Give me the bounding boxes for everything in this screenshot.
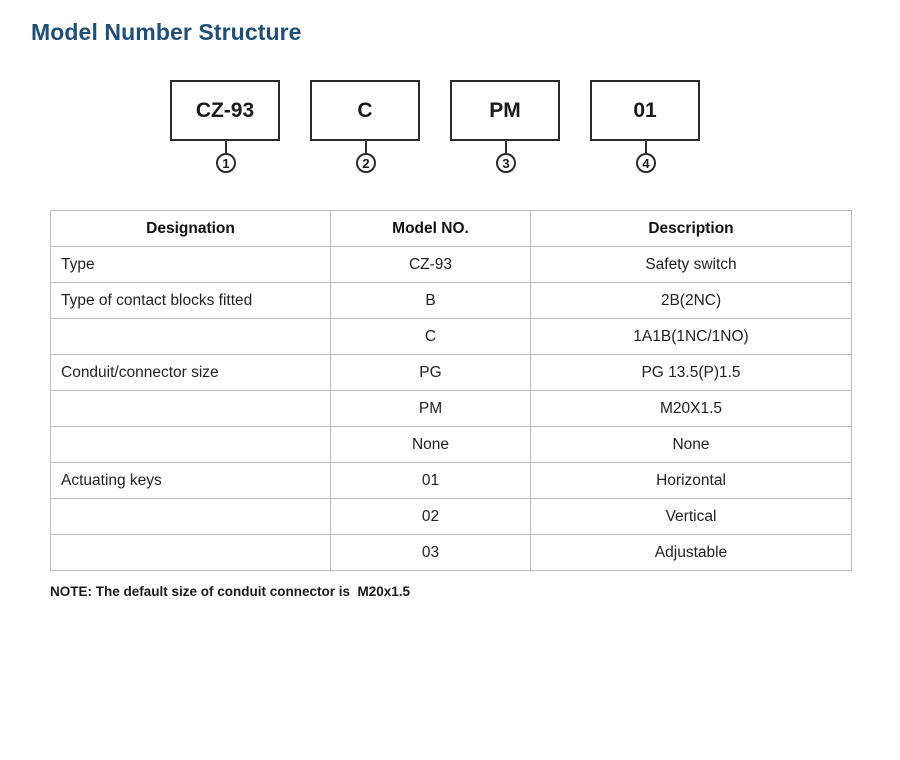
cell-designation bbox=[51, 319, 331, 355]
cell-description: Horizontal bbox=[531, 463, 852, 499]
connector-line bbox=[505, 141, 507, 153]
cell-model-no: C bbox=[331, 319, 531, 355]
table-row bbox=[51, 355, 852, 391]
table-row bbox=[51, 499, 852, 535]
model-spec-table bbox=[50, 210, 852, 571]
cell-designation: Type bbox=[51, 247, 331, 283]
table-header-row bbox=[51, 211, 852, 247]
cell-model-no: PG bbox=[331, 355, 531, 391]
cell-model-no: PM bbox=[331, 391, 531, 427]
position-marker-1: 1 bbox=[216, 153, 236, 173]
cell-designation bbox=[51, 391, 331, 427]
table-row bbox=[51, 535, 852, 571]
position-marker-4: 4 bbox=[636, 153, 656, 173]
header-designation: Designation bbox=[51, 211, 331, 247]
table-row bbox=[51, 283, 852, 319]
table-row bbox=[51, 391, 852, 427]
model-code-box-type: CZ-93 bbox=[170, 80, 280, 141]
cell-model-no: None bbox=[331, 427, 531, 463]
cell-description: 2B(2NC) bbox=[531, 283, 852, 319]
header-model-no: Model NO. bbox=[331, 211, 531, 247]
model-code-box-contact-blocks: C bbox=[310, 80, 420, 141]
cell-designation: Actuating keys bbox=[51, 463, 331, 499]
position-marker-2: 2 bbox=[356, 153, 376, 173]
cell-designation: Conduit/connector size bbox=[51, 355, 331, 391]
cell-description: M20X1.5 bbox=[531, 391, 852, 427]
cell-description: Adjustable bbox=[531, 535, 852, 571]
cell-model-no: CZ-93 bbox=[331, 247, 531, 283]
default-size-note: NOTE: The default size of conduit connector is M20x1.5 bbox=[50, 584, 411, 599]
connector-line bbox=[645, 141, 647, 153]
cell-description: PG 13.5(P)1.5 bbox=[531, 355, 852, 391]
cell-designation bbox=[51, 427, 331, 463]
model-code-box-conduit-size: PM bbox=[450, 80, 560, 141]
cell-description: Vertical bbox=[531, 499, 852, 535]
cell-model-no: B bbox=[331, 283, 531, 319]
table-row bbox=[51, 319, 852, 355]
cell-designation: Type of contact blocks fitted bbox=[51, 283, 331, 319]
cell-description: Safety switch bbox=[531, 247, 852, 283]
table-row bbox=[51, 247, 852, 283]
model-code-box-actuating-key: 01 bbox=[590, 80, 700, 141]
table-row bbox=[51, 427, 852, 463]
position-marker-3: 3 bbox=[496, 153, 516, 173]
cell-model-no: 01 bbox=[331, 463, 531, 499]
cell-model-no: 03 bbox=[331, 535, 531, 571]
table-row bbox=[51, 463, 852, 499]
header-description: Description bbox=[531, 211, 852, 247]
cell-designation bbox=[51, 535, 331, 571]
connector-line bbox=[365, 141, 367, 153]
connector-line bbox=[225, 141, 227, 153]
cell-designation bbox=[51, 499, 331, 535]
cell-model-no: 02 bbox=[331, 499, 531, 535]
cell-description: 1A1B(1NC/1NO) bbox=[531, 319, 852, 355]
cell-description: None bbox=[531, 427, 852, 463]
page-title: Model Number Structure bbox=[31, 19, 302, 45]
